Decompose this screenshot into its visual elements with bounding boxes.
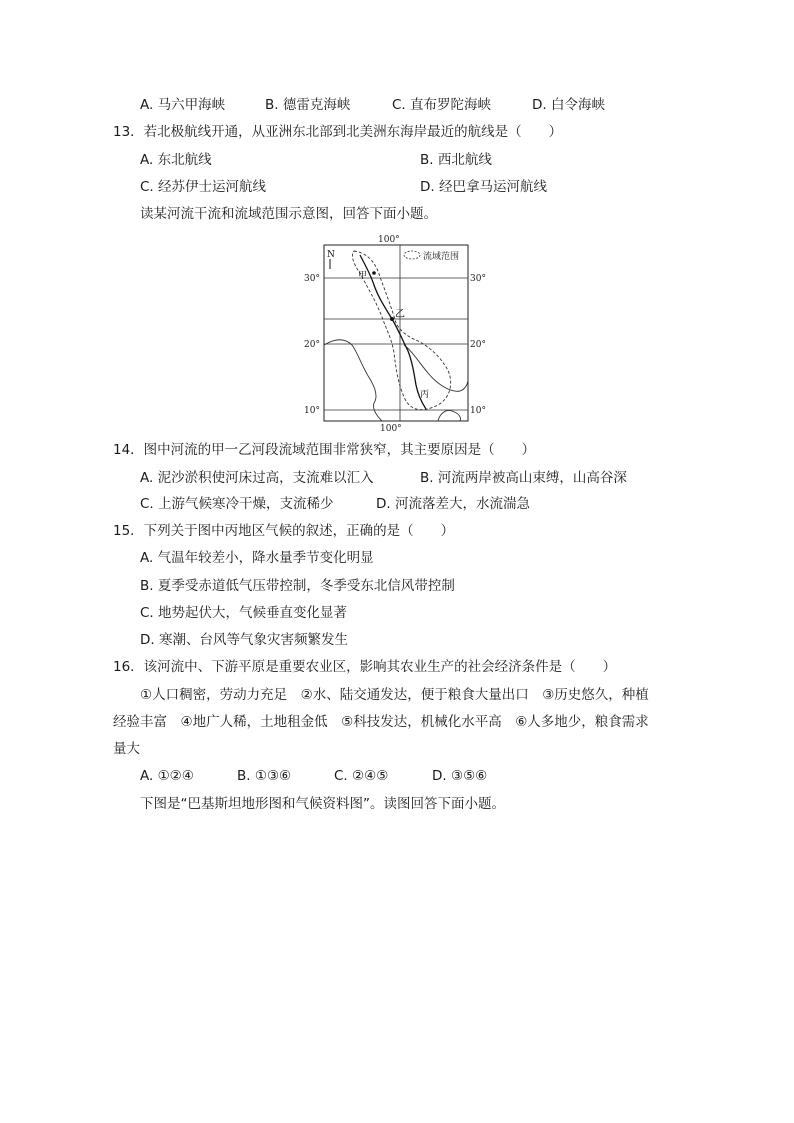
river-basin-map — [300, 233, 492, 433]
north-label: N — [327, 250, 335, 260]
q16-option-a: A. ①②④ — [140, 768, 194, 784]
q16-body-line3: 量大 — [113, 741, 140, 757]
q16-body-line1: ①人口稠密，劳动力充足 ②水、陆交通发达，便于粮食大量出口 ③历史悠久，种植 — [140, 687, 649, 703]
q14-stem: 14．图中河流的甲一乙河段流域范围非常狭窄，其主要原因是（ ） — [113, 442, 536, 458]
q12-option-c: C. 直布罗陀海峡 — [392, 97, 492, 113]
map-frame — [324, 245, 468, 421]
coastline-west — [324, 340, 382, 421]
lat-20-left: 20° — [304, 340, 320, 350]
label-yi: 乙 — [395, 309, 405, 320]
q15-option-a: A. 气温年较差小，降水量季节变化明显 — [140, 550, 374, 566]
q16-stem: 16．该河流中、下游平原是重要农业区，影响其农业生产的社会经济条件是（ ） — [113, 659, 617, 675]
q12-option-a: A. 马六甲海峡 — [140, 97, 226, 113]
label-jia: 甲 — [358, 271, 368, 281]
label-bing: 丙 — [420, 390, 430, 400]
q14-option-b: B. 河流两岸被高山束缚，山高谷深 — [420, 470, 627, 486]
q15-option-c: C. 地势起伏大，气候垂直变化显著 — [140, 605, 348, 621]
lat-20-right: 20° — [470, 340, 486, 350]
coastline-south — [438, 410, 461, 421]
q15-option-b: B. 夏季受赤道低气压带控制，冬季受东北信风带控制 — [140, 578, 455, 594]
q13-stem: 13．若北极航线开通，从亚洲东北部到北美洲东海岸最近的航线是（ ） — [113, 124, 563, 140]
coastline-east — [404, 345, 468, 391]
q15-option-d: D. 寒潮、台风等气象灾害频繁发生 — [140, 632, 348, 648]
lat-10-left: 10° — [304, 406, 320, 416]
basin-boundary — [352, 251, 450, 410]
q13-option-b: B. 西北航线 — [420, 152, 492, 168]
q13-option-a: A. 东北航线 — [140, 152, 212, 168]
intro-river: 读某河流干流和流域范围示意图，回答下面小题。 — [140, 206, 437, 222]
q16-option-d: D. ③⑤⑥ — [432, 768, 488, 784]
q14-option-d: D. 河流落差大，水流湍急 — [376, 496, 530, 512]
q16-option-b: B. ①③⑥ — [237, 768, 292, 784]
q14-option-c: C. 上游气候寒冷干燥，支流稀少 — [140, 496, 334, 512]
lon-top-label: 100° — [378, 235, 400, 245]
q14-option-a: A. 泥沙淤积使河床过高，支流难以汇入 — [140, 470, 374, 486]
intro-pakistan: 下图是“巴基斯坦地形图和气候资料图”。读图回答下面小题。 — [140, 796, 505, 812]
q15-stem: 15．下列关于图中丙地区气候的叙述，正确的是（ ） — [113, 523, 455, 539]
q12-option-d: D. 白令海峡 — [532, 97, 605, 113]
lat-10-right: 10° — [470, 406, 486, 416]
q13-option-d: D. 经巴拿马运河航线 — [420, 179, 547, 195]
point-jia — [372, 271, 376, 275]
q16-option-c: C. ②④⑤ — [334, 768, 389, 784]
lat-30-left: 30° — [304, 274, 320, 284]
q16-body-line2: 经验丰富 ④地广人稀，土地租金低 ⑤科技发达，机械化水平高 ⑥人多地少，粮食需求 — [113, 714, 649, 730]
lat-30-right: 30° — [470, 274, 486, 284]
legend-label: 流域范围 — [423, 252, 460, 262]
lon-bottom-label: 100° — [380, 424, 402, 433]
q12-option-b: B. 德雷克海峡 — [265, 97, 351, 113]
q13-option-c: C. 经苏伊士运河航线 — [140, 179, 267, 195]
point-yi — [390, 317, 394, 321]
